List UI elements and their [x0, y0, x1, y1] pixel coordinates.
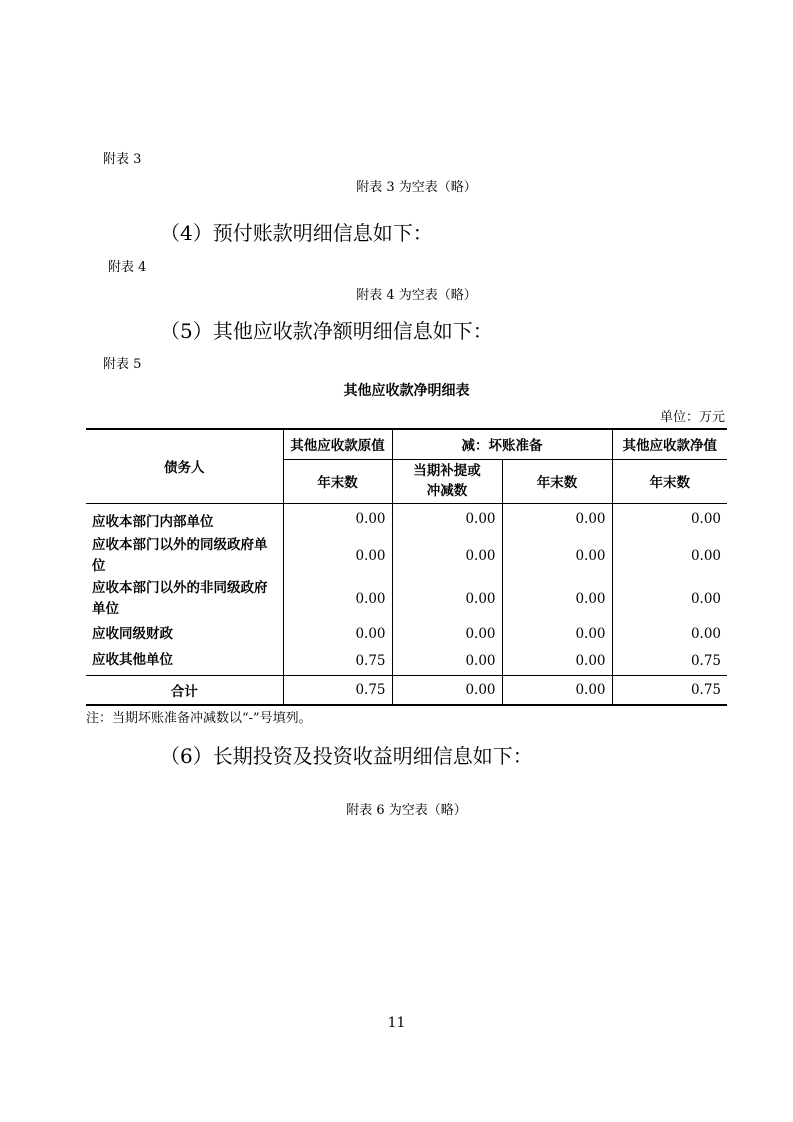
- table-footnote: 注：当期坏账准备冲减数以“-”号填列。: [86, 711, 312, 726]
- row-debtor: 应收本部门以外的非同级政府单位: [86, 577, 283, 621]
- row-net: 0.00: [690, 548, 721, 564]
- row-reserve-end: 0.00: [502, 503, 612, 535]
- row-reserve-end: 0.00: [502, 535, 612, 577]
- attachment3-note: 附表 3 为空表（略）: [356, 180, 477, 195]
- row-net: 0.00: [690, 511, 721, 528]
- table-row: [86, 503, 727, 535]
- header-debtor: 债务人: [86, 429, 283, 503]
- total-net: 0.75: [612, 675, 727, 705]
- total-reserve-end: 0.00: [502, 675, 612, 705]
- header-current-accrual: 当期补提或冲减数: [392, 459, 502, 503]
- header-year-end-original: 年末数: [283, 459, 392, 503]
- attachment4-label: 附表 4: [108, 260, 147, 275]
- row-reserve-end: 0.00: [502, 577, 612, 621]
- table-row: [86, 647, 727, 675]
- row-debtor: 应收同级财政: [86, 621, 283, 647]
- attachment3-label: 附表 3: [103, 152, 142, 167]
- row-reserve-end: 0.00: [502, 621, 612, 647]
- total-accrual: 0.00: [392, 675, 502, 705]
- section6-heading: （6）长期投资及投资收益明细信息如下：: [160, 744, 533, 768]
- table-row: [86, 621, 727, 647]
- section4-heading: （4）预付账款明细信息如下：: [160, 221, 433, 245]
- row-accrual: 0.00: [392, 535, 502, 577]
- attachment6-note: 附表 6 为空表（略）: [346, 803, 467, 818]
- receivables-table: [86, 428, 727, 706]
- header-bad-debt-reserve: 减：坏账准备: [392, 429, 612, 459]
- row-accrual: 0.00: [392, 577, 502, 621]
- row-reserve-end: 0.00: [502, 647, 612, 675]
- header-year-end-reserve: 年末数: [502, 459, 612, 503]
- row-debtor: 应收其他单位: [86, 647, 283, 675]
- row-original: 0.75: [283, 647, 392, 675]
- page-number: 11: [387, 1015, 406, 1031]
- table-row: [86, 577, 727, 621]
- row-original: 0.00: [283, 577, 392, 621]
- row-net: 0.00: [690, 591, 721, 607]
- attachment4-note: 附表 4 为空表（略）: [356, 288, 477, 303]
- header-original-value: 其他应收款原值: [283, 429, 392, 459]
- row-original: 0.00: [283, 621, 392, 647]
- row-accrual: 0.00: [392, 647, 502, 675]
- unit-label: 单位：万元: [659, 410, 725, 425]
- total-original: 0.75: [283, 675, 392, 705]
- row-debtor: 应收本部门内部单位: [86, 503, 283, 535]
- row-accrual: 0.00: [392, 621, 502, 647]
- header-year-end-net: 年末数: [612, 459, 727, 503]
- table-total-row: [86, 675, 727, 705]
- table-title: 其他应收款净明细表: [343, 383, 470, 399]
- attachment5-label: 附表 5: [103, 357, 142, 372]
- header-net-value: 其他应收款净值: [612, 429, 727, 459]
- row-net: 0.00: [690, 626, 721, 642]
- row-original: 0.00: [283, 535, 392, 577]
- section5-heading: （5）其他应收款净额明细信息如下：: [160, 319, 493, 343]
- row-accrual: 0.00: [392, 503, 502, 535]
- table-row: [86, 535, 727, 577]
- row-debtor: 应收本部门以外的同级政府单位: [86, 535, 283, 577]
- row-original: 0.00: [283, 503, 392, 535]
- total-label: 合计: [86, 675, 283, 705]
- row-net: 0.75: [690, 652, 721, 669]
